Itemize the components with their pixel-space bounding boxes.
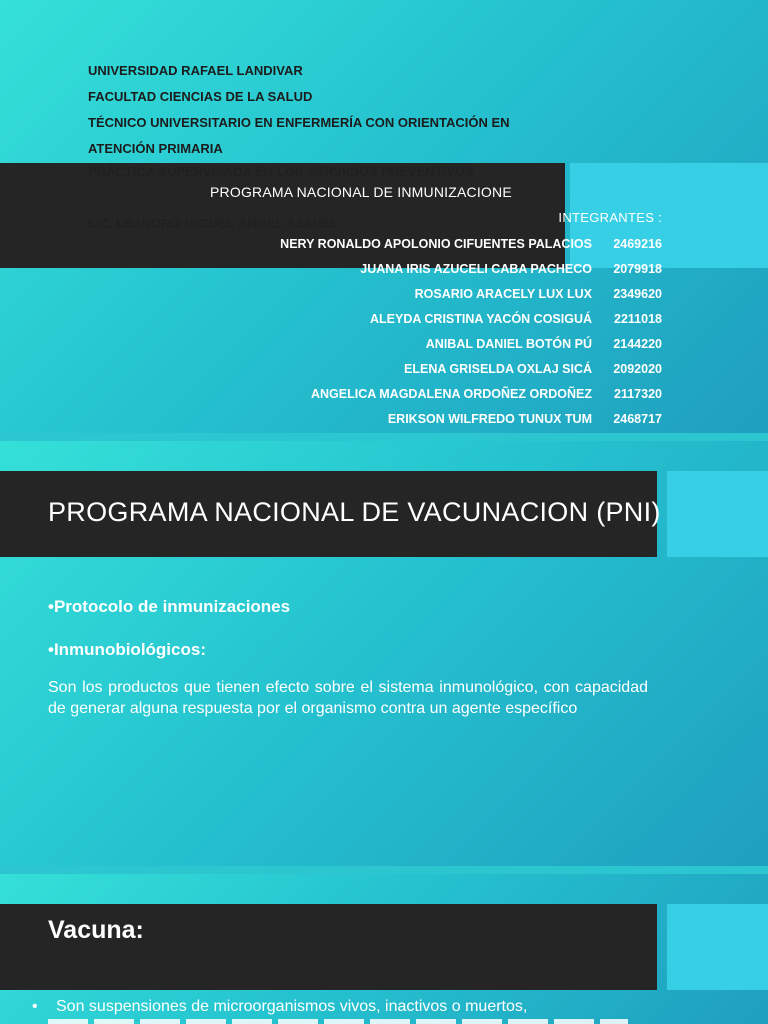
institution-header: [88, 58, 510, 162]
list-item: [280, 336, 662, 361]
member-name: ANIBAL DANIEL BOTÓN PÚ: [425, 337, 592, 351]
member-name: ROSARIO ARACELY LUX LUX: [414, 287, 592, 301]
practice-line: PRÁCTICA SUPERVISADA EN LOS SERVICIOS PREVENTIVOS: [88, 164, 474, 179]
title-slide: [0, 0, 768, 433]
university-name: UNIVERSIDAD RAFAEL LANDIVAR: [88, 63, 303, 78]
member-name: ALEYDA CRISTINA YACÓN COSIGUÁ: [369, 312, 592, 326]
member-name: JUANA IRIS AZUCELI CABA PACHECO: [360, 262, 592, 276]
member-name: ELENA GRISELDA OXLAJ SICÁ: [404, 362, 592, 376]
list-item: [280, 286, 662, 311]
bullet-protocol: •Protocolo de inmunizaciones: [48, 597, 291, 616]
member-id: 2092020: [613, 362, 662, 376]
cut-off-text-line: [48, 1019, 628, 1024]
members-list: [280, 236, 662, 433]
list-item: [280, 386, 662, 411]
program-title: PROGRAMA NACIONAL DE INMUNIZACIONE: [210, 184, 512, 200]
bullet-vaccine-definition: [32, 998, 527, 1016]
members-label: INTEGRANTES :: [558, 210, 662, 225]
pni-slide: [0, 441, 768, 866]
accent-block: [667, 904, 768, 990]
slide-title: Vacuna:: [48, 916, 144, 944]
list-item: [280, 411, 662, 433]
slide-title: PROGRAMA NACIONAL DE VACUNACION (PNI): [48, 497, 661, 527]
member-id: 2349620: [613, 287, 662, 301]
list-item: [280, 236, 662, 261]
accent-block: [667, 471, 768, 557]
bullet-immunobiologics: •Inmunobiológicos:: [48, 640, 206, 659]
member-id: 2211018: [614, 312, 662, 326]
member-name: NERY RONALDO APOLONIO CIFUENTES PALACIOS: [280, 237, 592, 251]
bullet-text: Son suspensiones de microorganismos vivos, inactivos o muertos,: [56, 998, 528, 1015]
member-id: 2468717: [613, 412, 662, 426]
list-item: [280, 261, 662, 286]
list-item: [280, 361, 662, 386]
member-id: 2117320: [614, 387, 662, 401]
degree-line-1: TÉCNICO UNIVERSITARIO EN ENFERMERÍA CON ORIENTACIÓN EN: [88, 115, 510, 130]
member-name: ERIKSON WILFREDO TUNUX TUM: [387, 412, 592, 426]
member-name: ANGELICA MAGDALENA ORDOÑEZ ORDOÑEZ: [310, 387, 592, 401]
member-id: 2469216: [613, 237, 662, 251]
vacuna-slide: [0, 874, 768, 1024]
faculty-name: FACULTAD CIENCIAS DE LA SALUD: [88, 89, 313, 104]
bullet-dot: •: [32, 998, 38, 1015]
professor-line: LIC. LEANDRO MIGUEL ÁNGEL AJANEL: [88, 216, 339, 231]
list-item: [280, 311, 662, 336]
definition-paragraph: Son los productos que tienen efecto sobre el sistema inmunológico, con capacidad de generar alguna respuesta por el organismo contra un agente específico: [48, 679, 648, 717]
member-id: 2079918: [613, 262, 662, 276]
degree-line-2: ATENCIÓN PRIMARIA: [88, 141, 223, 156]
member-id: 2144220: [613, 337, 662, 351]
